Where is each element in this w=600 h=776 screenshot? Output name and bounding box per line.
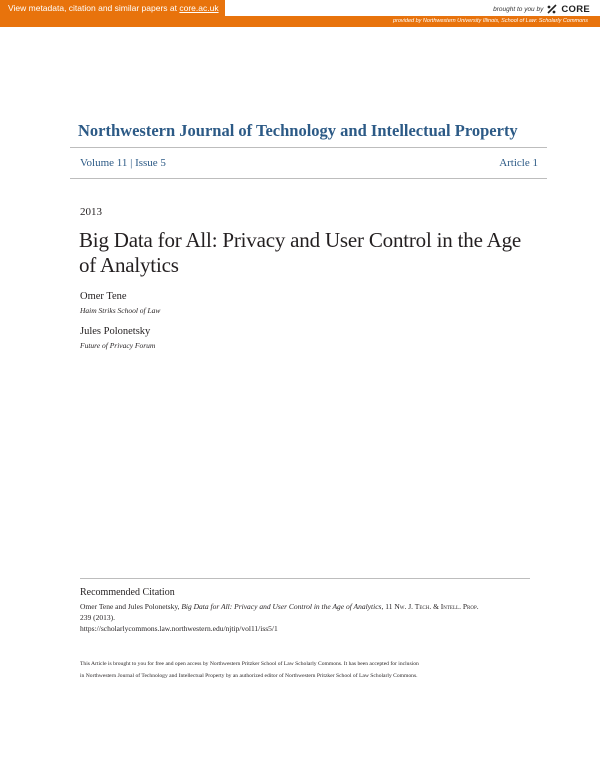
- paper-title: Big Data for All: Privacy and User Control in the Age of Analytics: [79, 228, 521, 277]
- core-link-text[interactable]: core.ac.uk: [179, 3, 219, 13]
- access-notice: [80, 658, 530, 682]
- author-name: Jules Polonetsky: [80, 326, 151, 337]
- author-affiliation: Haim Striks School of Law: [80, 306, 161, 315]
- volume-issue-link[interactable]: Volume 11 | Issue 5: [80, 157, 166, 169]
- core-brand: [493, 2, 590, 16]
- citation-heading: Recommended Citation: [80, 587, 175, 598]
- issue-line: [80, 157, 538, 169]
- citation-journal: , 11 Nw. J. Tech. & Intell. Prop.: [381, 602, 479, 611]
- access-notice-line: This Article is brought to you for free and open access by Northwestern Pritzker School of Law Scholarly Commons. It has been accepted for inclusion: [80, 661, 419, 667]
- author-affiliation: Future of Privacy Forum: [80, 341, 156, 350]
- core-metadata-link[interactable]: [0, 0, 225, 16]
- issue-divider: [70, 178, 547, 179]
- top-divider: [70, 147, 547, 148]
- citation-title: Big Data for All: Privacy and User Control in the Age of Analytics: [181, 602, 382, 611]
- citation-authors: Omer Tene and Jules Polonetsky,: [80, 602, 180, 611]
- journal-title[interactable]: Northwestern Journal of Technology and Intellectual Property: [78, 121, 518, 140]
- citation-divider: [80, 578, 530, 579]
- core-header: [0, 0, 600, 16]
- article-link[interactable]: Article 1: [499, 157, 538, 169]
- publication-year: 2013: [80, 206, 102, 218]
- citation-pages: 239 (2013).: [80, 613, 115, 622]
- citation-url[interactable]: https://scholarlycommons.law.northwestern.edu/njtip/vol11/iss5/1: [80, 624, 278, 633]
- citation-text: [80, 601, 530, 634]
- access-notice-line: in Northwestern Journal of Technology and Intellectual Property by an authorized editor of Northwestern Pritzker School of Law Scholarly Commons.: [80, 673, 418, 679]
- core-brand-name: CORE: [561, 3, 590, 15]
- author-name: Omer Tene: [80, 291, 127, 302]
- provided-by-bar: provided by Northwestern University Illinois, School of Law: Scholarly Commons: [0, 16, 600, 27]
- core-logo-icon: [546, 3, 558, 15]
- brought-by-text: brought to you by: [493, 5, 544, 13]
- core-link-prefix: View metadata, citation and similar papers at: [8, 3, 180, 13]
